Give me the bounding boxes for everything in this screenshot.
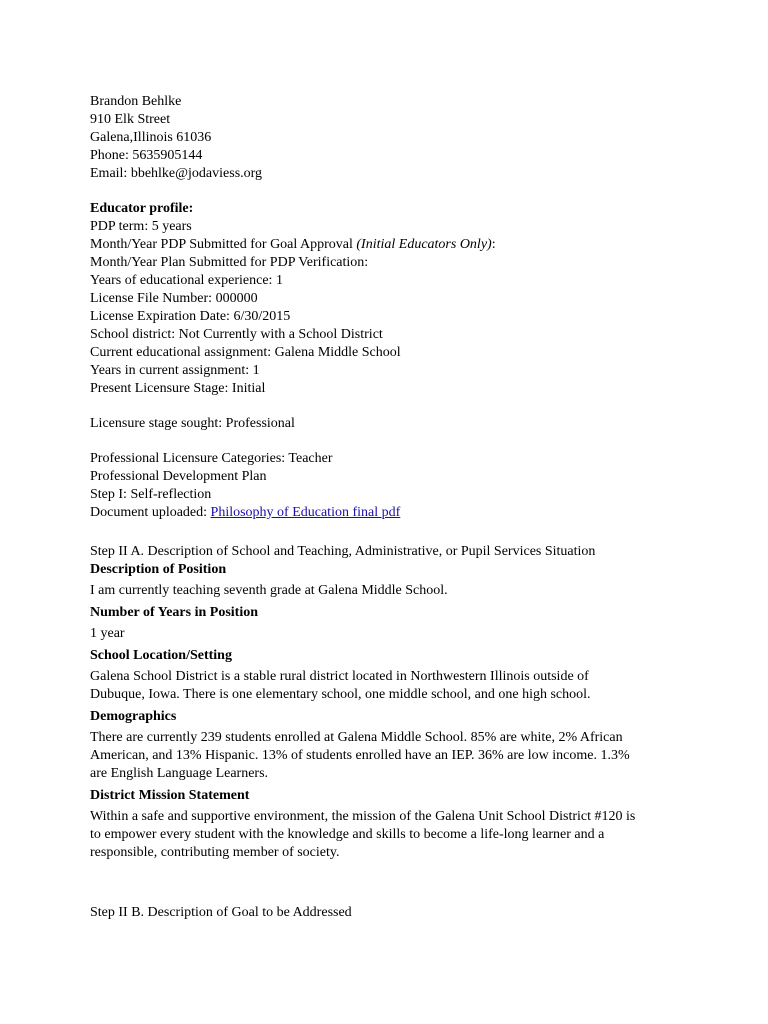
step-two-b [90,904,740,922]
section-text: I am currently teaching seventh grade at Galena Middle School. [90,583,448,598]
license-expiration: License Expiration Date: 6/30/2015 [90,309,291,324]
section-heading: Description of Position [90,562,227,577]
current-assignment: Current educational assignment: Galena Middle School [90,345,401,360]
stage-sought: Licensure stage sought: Professional [90,416,295,431]
section-text-line: Dubuque, Iowa. There is one elementary school, one middle school, and one high school. [90,687,591,702]
contact-city: Galena,Illinois 61036 [90,130,212,145]
section-text-line: American, and 13% Hispanic. 13% of students enrolled have an IEP. 36% are low income. 1.3% [90,748,630,763]
contact-block [90,93,740,183]
section-mission-statement [90,787,740,862]
section-years-in-position [90,604,740,643]
licensure-categories: Professional Licensure Categories: Teacher [90,451,333,466]
years-current-assignment: Years in current assignment: 1 [90,363,260,378]
step-one: Step I: Self-reflection [90,487,212,502]
step-two-a [90,543,740,862]
contact-phone: Phone: 5635905144 [90,148,203,163]
section-text-line: to empower every student with the knowledge and skills to become a life-long learner and a [90,827,605,842]
contact-email: Email: bbehlke@jodaviess.org [90,166,263,181]
document-uploaded-label: Document uploaded: [90,505,211,520]
section-heading: District Mission Statement [90,788,250,803]
document-uploaded [90,504,740,522]
goal-approval [90,236,740,254]
section-school-location [90,647,740,704]
section-text: 1 year [90,626,125,641]
document-page [90,93,740,922]
section-demographics [90,708,740,783]
section-text-line: There are currently 239 students enrolled at Galena Middle School. 85% are white, 2% African [90,730,623,745]
step-two-a-title: Step II A. Description of School and Teaching, Administrative, or Pupil Services Situation [90,544,596,559]
section-heading: Number of Years in Position [90,605,258,620]
goal-approval-note: (Initial Educators Only) [356,237,492,252]
educator-profile [90,200,740,522]
plan-verification: Month/Year Plan Submitted for PDP Verification: [90,255,369,270]
development-plan: Professional Development Plan [90,469,267,484]
pdp-term: PDP term: 5 years [90,219,192,234]
section-description-of-position [90,561,740,600]
section-heading: School Location/Setting [90,648,232,663]
school-district: School district: Not Currently with a School District [90,327,383,342]
license-file-number: License File Number: 000000 [90,291,258,306]
licensure-stage: Present Licensure Stage: Initial [90,381,266,396]
years-experience: Years of educational experience: 1 [90,273,283,288]
step-two-b-title: Step II B. Description of Goal to be Addressed [90,905,352,920]
philosophy-document-link[interactable]: Philosophy of Education final pdf [210,505,401,520]
section-heading: Demographics [90,709,177,724]
section-text-line: responsible, contributing member of society. [90,845,340,860]
section-text-line: are English Language Learners. [90,766,269,781]
profile-heading: Educator profile: [90,201,194,216]
section-text-line: Galena School District is a stable rural district located in Northwestern Illinois outside of [90,669,589,684]
contact-name: Brandon Behlke [90,94,182,109]
goal-approval-label: Month/Year PDP Submitted for Goal Approval [90,237,357,252]
section-text-line: Within a safe and supportive environment, the mission of the Galena Unit School District #120 is [90,809,636,824]
goal-approval-colon: : [491,237,496,252]
contact-street: 910 Elk Street [90,112,171,127]
